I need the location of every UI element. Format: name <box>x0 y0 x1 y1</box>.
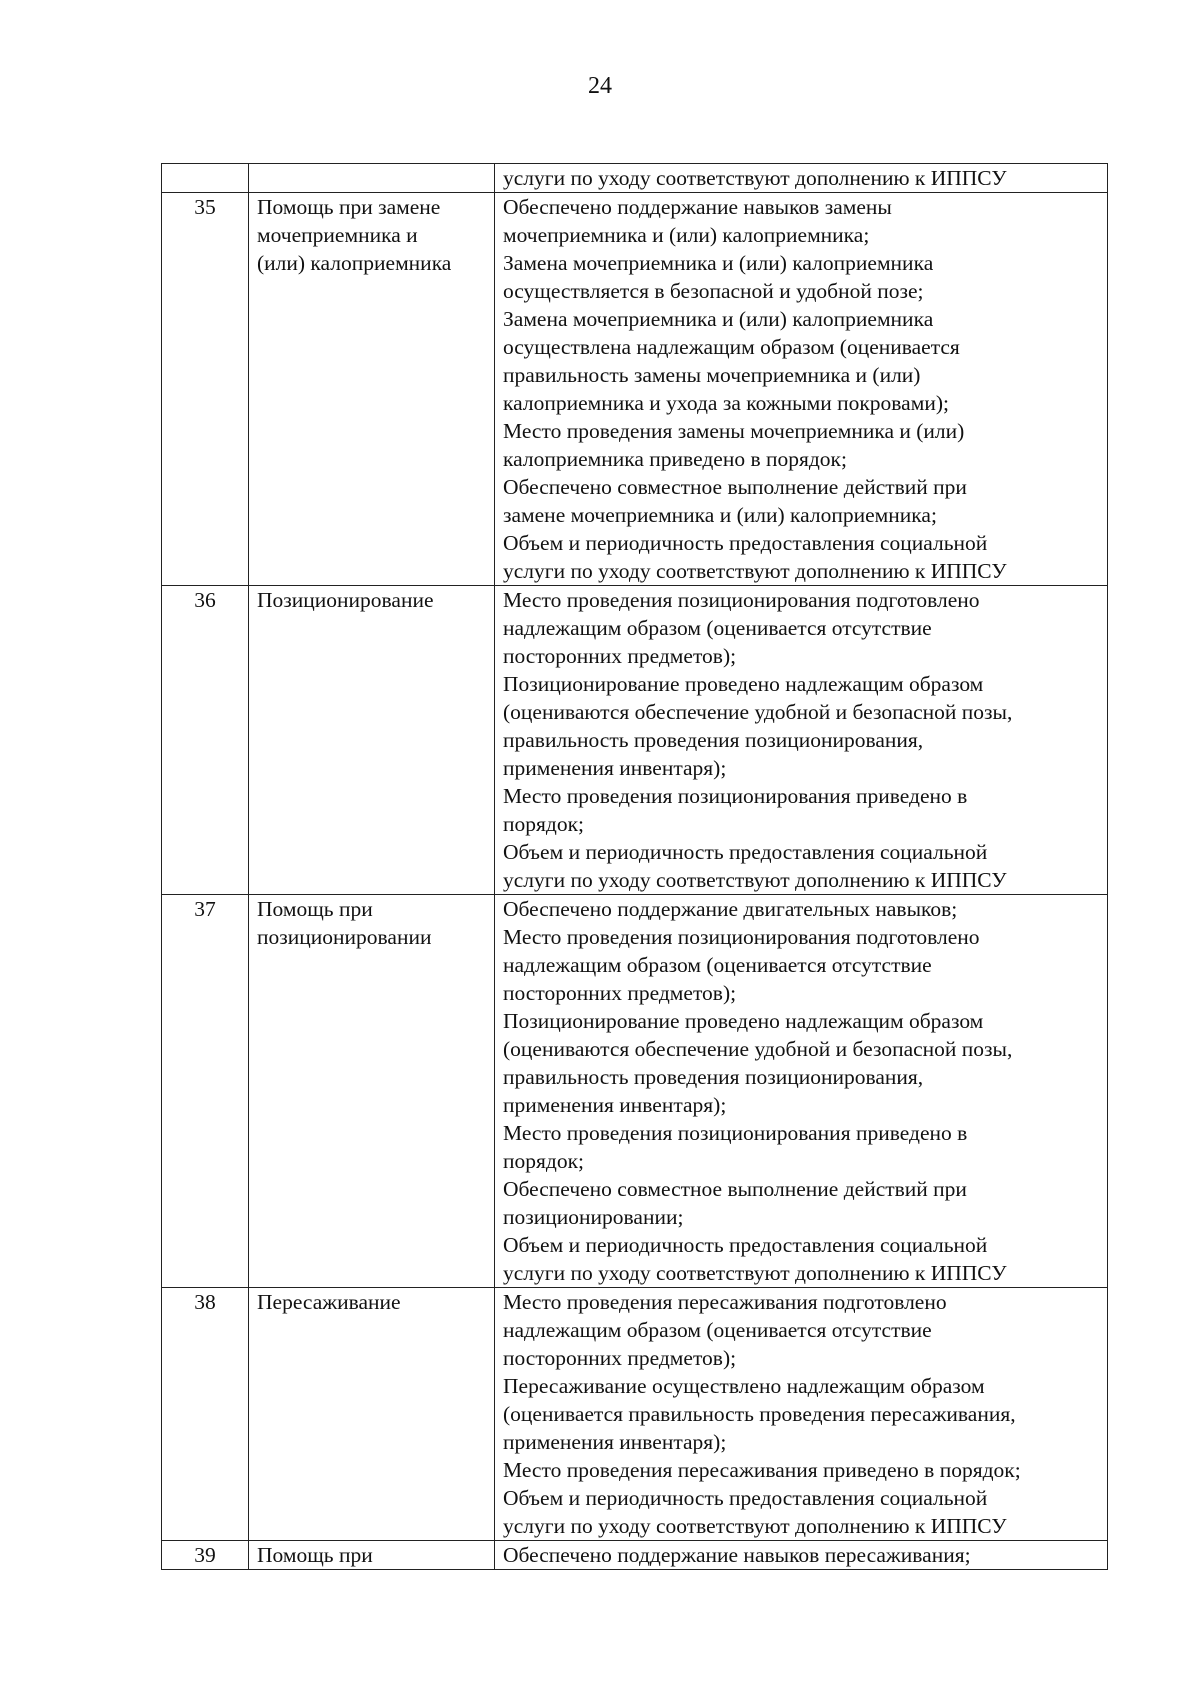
criteria-line: надлежащим образом (оценивается отсутствие <box>503 1318 932 1342</box>
criteria-line: Позиционирование проведено надлежащим образом <box>503 672 984 696</box>
criteria-line: правильность замены мочеприемника и (или) <box>503 363 921 387</box>
criteria-line: Позиционирование проведено надлежащим образом <box>503 1009 984 1033</box>
service-name-cell <box>249 895 495 1288</box>
criteria-line: позиционировании; <box>503 1205 684 1229</box>
criteria-line: Пересаживание осуществлено надлежащим образом <box>503 1374 985 1398</box>
row-number-cell: 39 <box>162 1541 249 1570</box>
criteria-line: Место проведения пересаживания приведено в порядок; <box>503 1458 1021 1482</box>
criteria-line: осуществлена надлежащим образом (оценивается <box>503 335 960 359</box>
table-row <box>162 193 1108 586</box>
service-name-cell <box>249 164 495 193</box>
page-number: 24 <box>588 73 612 99</box>
criteria-line: мочеприемника и (или) калоприемника; <box>503 223 870 247</box>
criteria-line: Обеспечено поддержание двигательных навыков; <box>503 897 958 921</box>
service-name-line: Помощь при <box>257 897 373 921</box>
criteria-line: Место проведения позиционирования подготовлено <box>503 925 980 949</box>
criteria-line: порядок; <box>503 1149 585 1173</box>
criteria-line: Место проведения позиционирования приведено в <box>503 1121 968 1145</box>
service-name-cell <box>249 586 495 895</box>
criteria-line: услуги по уходу соответствуют дополнению к ИППСУ <box>503 559 1007 583</box>
criteria-cell <box>495 1541 1108 1570</box>
criteria-line: Объем и периодичность предоставления социальной <box>503 531 988 555</box>
criteria-line: Место проведения пересаживания подготовлено <box>503 1290 947 1314</box>
criteria-line: Место проведения замены мочеприемника и (или) <box>503 419 965 443</box>
service-name-line: мочеприемника и <box>257 223 418 247</box>
criteria-line: Объем и периодичность предоставления социальной <box>503 840 988 864</box>
table-row <box>162 586 1108 895</box>
criteria-cell <box>495 1288 1108 1541</box>
criteria-line: Замена мочеприемника и (или) калоприемника <box>503 251 934 275</box>
criteria-line: Обеспечено совместное выполнение действий при <box>503 1177 967 1201</box>
criteria-line: надлежащим образом (оценивается отсутствие <box>503 953 932 977</box>
row-number-cell: 35 <box>162 193 249 586</box>
criteria-line: (оцениваются обеспечение удобной и безопасной позы, <box>503 1037 1013 1061</box>
criteria-line: услуги по уходу соответствуют дополнению к ИППСУ <box>503 166 1007 190</box>
service-name-cell <box>249 1541 495 1570</box>
service-name-line: Пересаживание <box>257 1290 401 1314</box>
service-name-cell <box>249 193 495 586</box>
table-row <box>162 895 1108 1288</box>
criteria-line: (оценивается правильность проведения пересаживания, <box>503 1402 1016 1426</box>
criteria-line: посторонних предметов); <box>503 1346 737 1370</box>
criteria-line: Обеспечено совместное выполнение действий при <box>503 475 967 499</box>
criteria-line: (оцениваются обеспечение удобной и безопасной позы, <box>503 700 1013 724</box>
service-name-line: Помощь при замене <box>257 195 441 219</box>
service-name-line: Позиционирование <box>257 588 434 612</box>
table-row <box>162 1541 1108 1570</box>
criteria-line: порядок; <box>503 812 585 836</box>
criteria-line: услуги по уходу соответствуют дополнению к ИППСУ <box>503 1261 1007 1285</box>
table-row <box>162 164 1108 193</box>
criteria-line: Замена мочеприемника и (или) калоприемника <box>503 307 934 331</box>
criteria-line: Объем и периодичность предоставления социальной <box>503 1233 988 1257</box>
criteria-line: правильность проведения позиционирования, <box>503 728 924 752</box>
criteria-cell <box>495 895 1108 1288</box>
criteria-cell <box>495 164 1108 193</box>
criteria-cell <box>495 193 1108 586</box>
row-number-cell: 37 <box>162 895 249 1288</box>
criteria-line: применения инвентаря); <box>503 756 727 780</box>
criteria-line: посторонних предметов); <box>503 981 737 1005</box>
criteria-line: посторонних предметов); <box>503 644 737 668</box>
criteria-line: калоприемника приведено в порядок; <box>503 447 847 471</box>
criteria-line: замене мочеприемника и (или) калоприемника; <box>503 503 937 527</box>
criteria-line: Обеспечено поддержание навыков замены <box>503 195 892 219</box>
service-name-cell <box>249 1288 495 1541</box>
criteria-line: правильность проведения позиционирования, <box>503 1065 924 1089</box>
row-number-cell: 38 <box>162 1288 249 1541</box>
criteria-line: надлежащим образом (оценивается отсутствие <box>503 616 932 640</box>
service-name-line: Помощь при <box>257 1543 373 1567</box>
table-row <box>162 1288 1108 1541</box>
criteria-line: калоприемника и ухода за кожными покровами); <box>503 391 949 415</box>
criteria-line: применения инвентаря); <box>503 1430 727 1454</box>
criteria-line: Объем и периодичность предоставления социальной <box>503 1486 988 1510</box>
criteria-line: услуги по уходу соответствуют дополнению к ИППСУ <box>503 868 1007 892</box>
row-number-cell: 36 <box>162 586 249 895</box>
criteria-line: Обеспечено поддержание навыков пересаживания; <box>503 1543 971 1567</box>
criteria-line: Место проведения позиционирования приведено в <box>503 784 968 808</box>
table-body <box>162 164 1108 1570</box>
services-table <box>161 163 1108 1570</box>
row-number-cell <box>162 164 249 193</box>
criteria-line: осуществляется в безопасной и удобной позе; <box>503 279 924 303</box>
criteria-line: Место проведения позиционирования подготовлено <box>503 588 980 612</box>
criteria-cell <box>495 586 1108 895</box>
criteria-line: услуги по уходу соответствуют дополнению к ИППСУ <box>503 1514 1007 1538</box>
criteria-line: применения инвентаря); <box>503 1093 727 1117</box>
service-name-line: (или) калоприемника <box>257 251 452 275</box>
service-name-line: позиционировании <box>257 925 432 949</box>
